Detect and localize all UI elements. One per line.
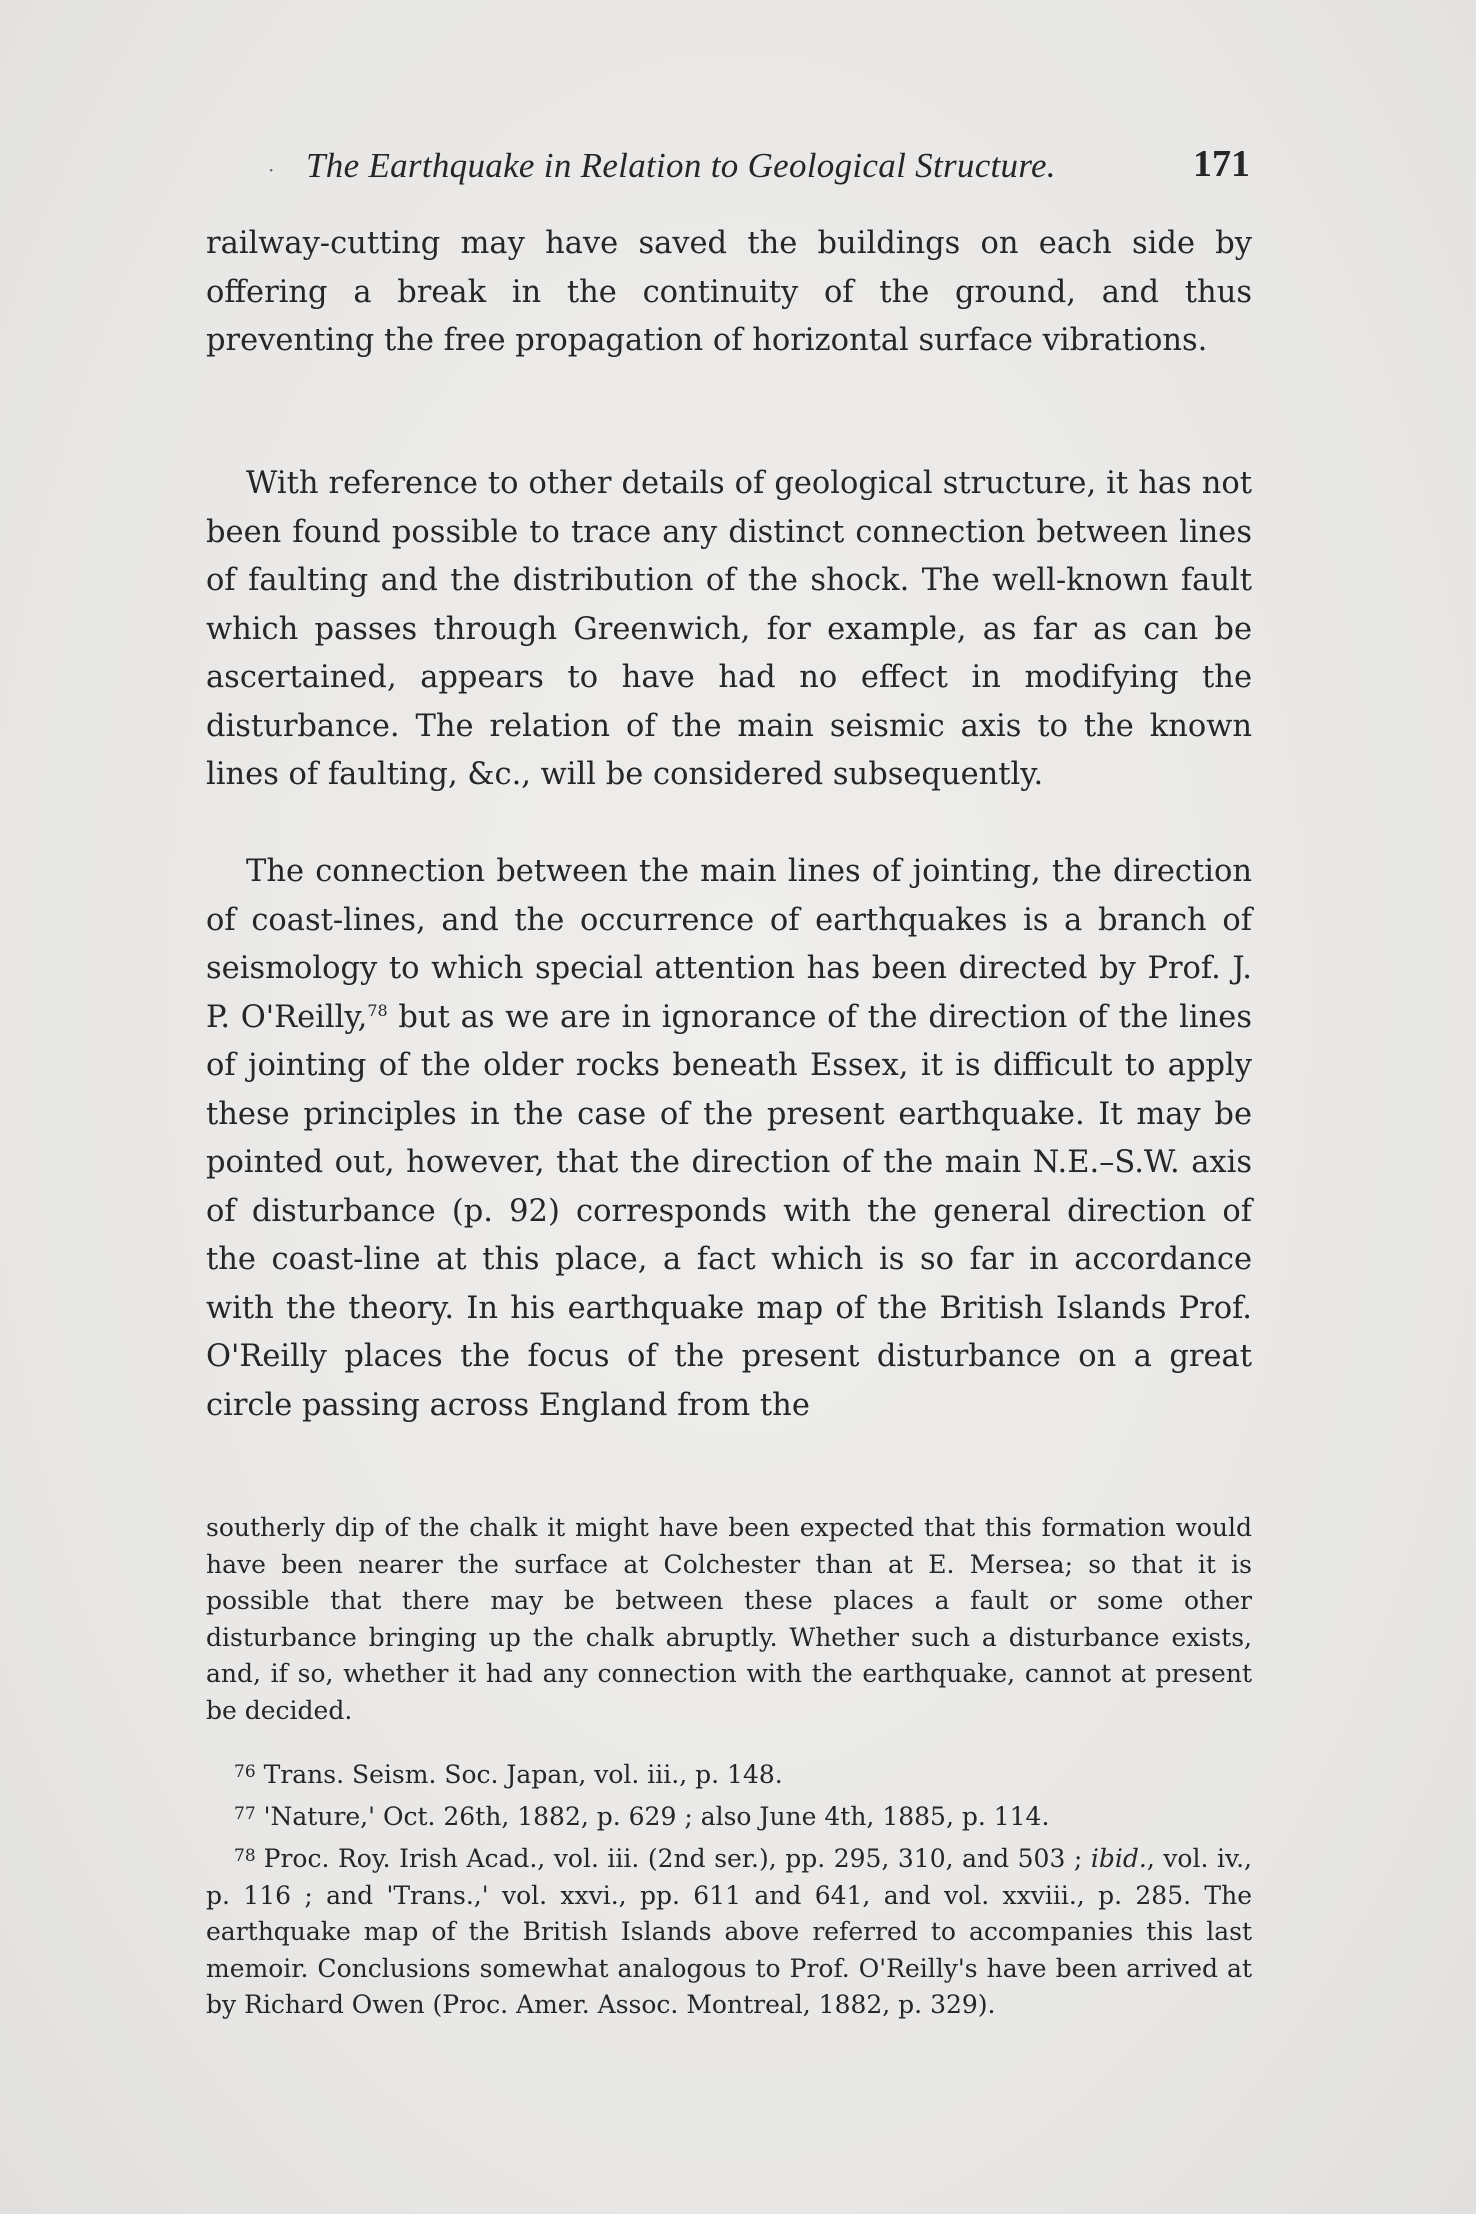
paragraph-3 bbox=[206, 848, 1252, 1430]
paragraph-1 bbox=[206, 220, 1252, 366]
footnote-78-mark: 78 bbox=[234, 1846, 256, 1866]
footnote-77-mark: 77 bbox=[234, 1804, 256, 1824]
footnote-76-body: Trans. Seism. Soc. Japan, vol. iii., p. 148. bbox=[263, 1760, 783, 1789]
paragraph-2 bbox=[206, 460, 1252, 800]
footnote-76 bbox=[206, 1754, 1252, 1794]
footnote-77-text bbox=[206, 1796, 1252, 1836]
footnote-76-mark: 76 bbox=[234, 1762, 256, 1782]
footnote-77 bbox=[206, 1796, 1252, 1836]
footnote-78-ibid: ibid. bbox=[1090, 1844, 1147, 1873]
paragraph-1-text: railway-cutting may have saved the buildings on each side by offering a break in the continuity of the ground, and thus preventing the free propagation of horizontal surface vibrations. bbox=[206, 226, 1252, 358]
footnote-78-body-before: Proc. Roy. Irish Acad., vol. iii. (2nd ser.), pp. 295, 310, and 503 ; bbox=[263, 1844, 1091, 1873]
paragraph-3-text bbox=[206, 848, 1252, 1430]
footnote-ref-78[interactable]: 78 bbox=[367, 1000, 388, 1020]
running-title: The Earthquake in Relation to Geological Structure. bbox=[306, 146, 1056, 185]
footnote-78 bbox=[206, 1838, 1252, 2024]
paragraph-3-before-ref: The connection between the main lines of jointing, the direction of coast-lines, and the occurrence of earthquakes is a branch of seismology to which special attention has been directed by Prof. J. P. O'Reilly, bbox=[206, 854, 1252, 1035]
paragraph-2-text: With reference to other details of geological structure, it has not been found possible to trace any distinct connection between lines of faulting and the distribution of the shock. The well-known fault which passes through Greenwich, for example, as far as can be ascertained, appears to have had no effect in modifying the disturbance. The relation of the main seismic axis to the known lines of faulting, &c., will be considered subsequently. bbox=[206, 466, 1252, 792]
header-bullet: · bbox=[268, 158, 275, 182]
footnote-78-body-after: , vol. iv., p. 116 ; and 'Trans.,' vol. xxvi., pp. 611 and 641, and vol. xxviii., p. 285. The earthquake map of the British Islands above referred to accompanies this last memoir. Conclusions somewhat analogous to Prof. O'Reilly's have been arrived at by Richard Owen (Proc. Amer. Assoc. Montreal, 1882, p. 329). bbox=[206, 1844, 1252, 2019]
running-header bbox=[268, 140, 1250, 196]
footnote-78-text bbox=[206, 1838, 1252, 2024]
page-number: 171 bbox=[1193, 143, 1250, 185]
paragraph-3-after-ref: but as we are in ignorance of the direction of the lines of jointing of the older rocks beneath Essex, it is difficult to apply these principles in the case of the present earthquake. It may be pointed out, however, that the direction of the main N.E.–S.W. axis of disturbance (p. 92) corresponds with the general direction of the coast-line at this place, a fact which is so far in accordance with the theory. In his earthquake map of the British Islands Prof. O'Reilly places the focus of the present disturbance on a great circle passing across England from the bbox=[206, 999, 1252, 1423]
footnote-77-body: 'Nature,' Oct. 26th, 1882, p. 629 ; also June 4th, 1885, p. 114. bbox=[263, 1802, 1050, 1831]
footnote-continuation-text: southerly dip of the chalk it might have been expected that this formation would have been nearer the surface at Colchester than at E. Mersea; so that it is possible that there may be between these places a fault or some other disturbance bringing up the chalk abruptly. Whether such a disturbance exists, and, if so, whether it had any connection with the earthquake, cannot at present be decided. bbox=[206, 1513, 1252, 1725]
footnote-76-text bbox=[206, 1754, 1252, 1794]
footnote-continuation bbox=[206, 1510, 1252, 1729]
